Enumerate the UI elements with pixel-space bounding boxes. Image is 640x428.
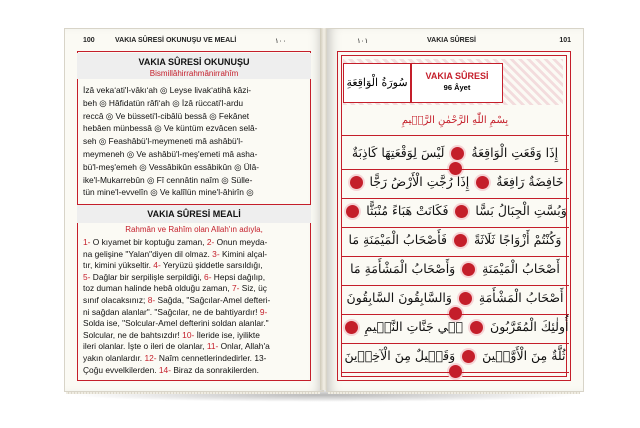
meal-text-segment: yakın olanlardır. xyxy=(83,352,145,363)
meal-line xyxy=(83,341,307,353)
ayah-marker-icon xyxy=(462,350,475,363)
meal-line xyxy=(83,307,307,319)
arabic-verse-text: إِذَا رُجَّتِ الْأَرْضُ رَجًّا xyxy=(365,174,474,189)
right-page-number-arabic: ١٠١ xyxy=(357,37,369,45)
meal-text-segment: Yeryüzü şiddetle sarsıldığı, xyxy=(160,260,263,271)
meal-text-segment: Naîm cennetlerindedirler. 13- xyxy=(156,352,267,363)
meal-line xyxy=(83,237,307,249)
verse-number: 7- xyxy=(232,283,240,294)
meal-text-segment: Siz, üç xyxy=(239,283,267,294)
meal-text-segment: na gelişine "Yalan"diyen dil olmaz. xyxy=(83,248,213,259)
surah-title-box xyxy=(411,63,503,103)
verse-number: 1- xyxy=(83,237,91,247)
meal-text-segment: Dağlar bir serpilişle serpildiği, xyxy=(90,271,205,282)
open-book xyxy=(64,28,584,396)
verse-divider-line xyxy=(341,343,569,344)
basmala-transliteration: Bismillâhirrahmânirrahîm xyxy=(149,69,239,78)
ayah-marker-icon xyxy=(462,263,475,276)
right-page-number: 101 xyxy=(559,37,571,44)
meal-line xyxy=(83,283,307,295)
arabic-verse-text: ف۪ي جَنَّاتِ النَّع۪يمِ xyxy=(360,319,468,334)
transliteration-line: ike'l-Mukarrebûn ◎ Fî cennâtin naîm ◎ Sülle- xyxy=(83,174,253,185)
verse-divider-line xyxy=(341,372,569,373)
verse-number: 10- xyxy=(182,329,195,340)
meal-text-segment: İleride ise, iyilikte xyxy=(194,329,260,340)
ayah-marker-icon xyxy=(451,147,464,160)
arabic-verse-text: أَصْحَابُ الْمَيْمَنَةِ xyxy=(478,261,560,276)
meal-line xyxy=(83,365,307,377)
transliteration-line: bü'l-meş'emeh ◎ Vessâbikûn essâbikûn ◎ Ülâ- xyxy=(83,161,260,172)
transliteration-text xyxy=(83,84,307,199)
arabic-verse-text: وَأَصْحَابُ الْمَشْأَمَةِ مَا xyxy=(350,261,460,276)
left-page-number-arabic: ١٠٠ xyxy=(275,37,287,45)
meal-text-segment: Solda ise, "Solcular-Amel defterini soldan alanlar." xyxy=(83,318,269,329)
arabic-verse-line xyxy=(341,261,569,276)
arabic-verse-text: لَيْسَ لِوَقْعَتِهَا كَاذِبَةٌ xyxy=(351,145,449,160)
transliteration-line: hebâen münbessâ ◎ Ve küntüm ezvâcen selâ- xyxy=(83,123,258,134)
arabic-verse-line xyxy=(341,319,569,334)
left-page xyxy=(64,28,324,392)
left-header-title: VAKIA SÛRESİ OKUNUŞU VE MEALİ xyxy=(115,37,237,44)
verse-number: 6- xyxy=(204,271,212,282)
surah-title-arabic: سُورَةُ الْوَاقِعَةِ xyxy=(343,63,411,103)
meal-text-segment: Solcular, ne de bahtsızdır! xyxy=(83,329,183,340)
verse-number: 5- xyxy=(83,271,91,282)
arabic-verse-text: وَكُنْتُمْ أَزْوَاجًا ثَلَاثَةً xyxy=(470,232,562,247)
meal-line xyxy=(83,295,307,307)
ayah-marker-icon xyxy=(346,205,359,218)
section1-title: VAKIA SÛRESİ OKUNUŞU xyxy=(138,57,250,67)
arabic-verse-line xyxy=(341,174,569,189)
meal-text-segment: Onun meyda- xyxy=(214,237,268,247)
arabic-verse-text: وَقَل۪يلٌ مِنَ الْآخِر۪ينَ xyxy=(344,348,460,363)
transliteration-line: meymeneh ◎ Ve ashâbü'l-meş'emeti mâ asha- xyxy=(83,148,258,159)
right-page xyxy=(326,28,584,392)
meal-text-segment: tır, kimini yükseltir. xyxy=(83,260,154,271)
meal-text-segment: Çoğu evvelkilerden. xyxy=(83,364,159,375)
transliteration-line: beh ◎ Hâfidatün râfiʻah ◎ İzâ rüccati'l-ardu xyxy=(83,97,244,108)
left-page-number: 100 xyxy=(83,37,95,44)
arabic-verse-text: فَأَصْحَابُ الْمَيْمَنَةِ مَا xyxy=(348,232,451,247)
arabic-verse-text: ثُلَّةٌ مِنَ الْأَوَّل۪ينَ xyxy=(478,348,566,363)
verse-divider-line xyxy=(341,227,569,228)
arabic-verse-line xyxy=(341,290,569,320)
arabic-verse-text: أُولٰئِكَ الْمُقَرَّبُونَ xyxy=(486,319,569,334)
verse-number: 9- xyxy=(259,306,268,317)
ayet-count: 96 Âyet xyxy=(443,83,471,92)
meal-text-segment: Sağda, "Sağcılar-Amel defteri- xyxy=(155,294,271,305)
surah-title-turkish: VAKIA SÛRESİ xyxy=(425,71,489,81)
transliteration-line: İzâ vekaʻati'l-vâkıʻah ◎ Leyse livakʻatihâ kâzi- xyxy=(83,85,252,95)
meal-intro: Rahmân ve Rahîm olan Allah'ın adıyla, xyxy=(125,225,263,234)
transliteration-line: tün mine'l-evvelîn ◎ Ve kalîlün mine'l-âhirîn ◎ xyxy=(83,187,254,198)
arabic-verse-text: أَصْحَابُ الْمَشْأَمَةِ xyxy=(474,290,564,305)
meal-line xyxy=(83,260,307,272)
arabic-verse-text: خَافِضَةٌ رَافِعَةٌ xyxy=(492,174,564,189)
meal-text-segment: toz duman halinde hebâ olduğu zaman, xyxy=(83,283,232,294)
meal-line xyxy=(83,249,307,261)
meal-text-segment: ni sağdan alanlar". "Sağcılar, ne de bahtiyardır! xyxy=(83,306,260,317)
arabic-verse-text: وَبُسَّتِ الْجِبَالُ بَسًّا xyxy=(471,203,567,218)
right-header-title: VAKIA SÛRESİ xyxy=(427,37,477,44)
transliteration-line: seh ◎ Feashâbü'l-meymeneti mâ ashâbü'l- xyxy=(83,136,243,147)
verse-number: 3- xyxy=(212,248,220,259)
right-page-header xyxy=(337,37,573,49)
arabic-verse-text: فَكَانَتْ هَبَاءً مُنْبَثًّا xyxy=(362,203,453,218)
ayah-marker-icon xyxy=(476,176,489,189)
verse-number: 8- xyxy=(147,294,156,305)
verse-number: 4- xyxy=(153,260,161,271)
arabic-verse-text: وَالسَّابِقُونَ السَّابِقُونَ xyxy=(346,290,456,305)
basmala-arabic: بِسْمِ اللّٰهِ الرَّحْمٰنِ الرَّح۪يمِ xyxy=(401,115,509,126)
arabic-verse-line xyxy=(341,348,569,378)
transliteration-line: reccâ ◎ Ve büsseti'l-cibâlü bessâ ◎ Fekânet xyxy=(83,110,250,121)
verse-number: 14- xyxy=(158,364,171,375)
meal-text-segment: Onlar, Allah'a xyxy=(218,341,270,352)
left-page-header xyxy=(75,37,313,49)
arabic-verse-line xyxy=(341,203,569,218)
meal-text-segment: sınıf olacaksınız; xyxy=(83,294,148,305)
verse-divider-line xyxy=(341,314,569,315)
meal-line xyxy=(83,318,307,330)
meal-line xyxy=(83,272,307,284)
meal-text-segment: Kimini alçal- xyxy=(219,248,268,259)
meal-text xyxy=(83,237,307,376)
ayah-marker-icon xyxy=(455,205,468,218)
meal-line xyxy=(83,330,307,342)
divider-line xyxy=(341,135,569,136)
verse-divider-line xyxy=(341,256,569,257)
ayah-marker-icon xyxy=(454,234,467,247)
meal-line xyxy=(83,353,307,365)
arabic-verse-text: إِذَا وَقَعَتِ الْوَاقِعَةُ xyxy=(467,145,559,160)
verse-number: 12- xyxy=(144,352,157,363)
meal-text-segment: Biraz da sonrakilerden. xyxy=(171,364,259,375)
ayah-marker-icon xyxy=(470,321,483,334)
meal-text-segment: ileri olanlar. İşte o ileri de olanlar, xyxy=(83,341,207,352)
section2-title: VAKIA SÛRESİ MEALİ xyxy=(147,209,241,219)
meal-text-segment: O kıyamet bir koptuğu zaman, xyxy=(90,237,207,247)
ayah-marker-icon xyxy=(459,292,472,305)
verse-divider-line xyxy=(341,198,569,199)
verse-divider-line xyxy=(341,169,569,170)
ayah-marker-icon xyxy=(350,176,363,189)
ayah-marker-icon xyxy=(345,321,358,334)
arabic-verse-line xyxy=(341,232,569,247)
verse-divider-line xyxy=(341,285,569,286)
meal-text-segment: Hepsi dağılıp, xyxy=(211,271,266,282)
verse-number: 11- xyxy=(206,341,219,352)
verse-number: 2- xyxy=(206,237,215,247)
arabic-verse-line xyxy=(341,145,569,175)
